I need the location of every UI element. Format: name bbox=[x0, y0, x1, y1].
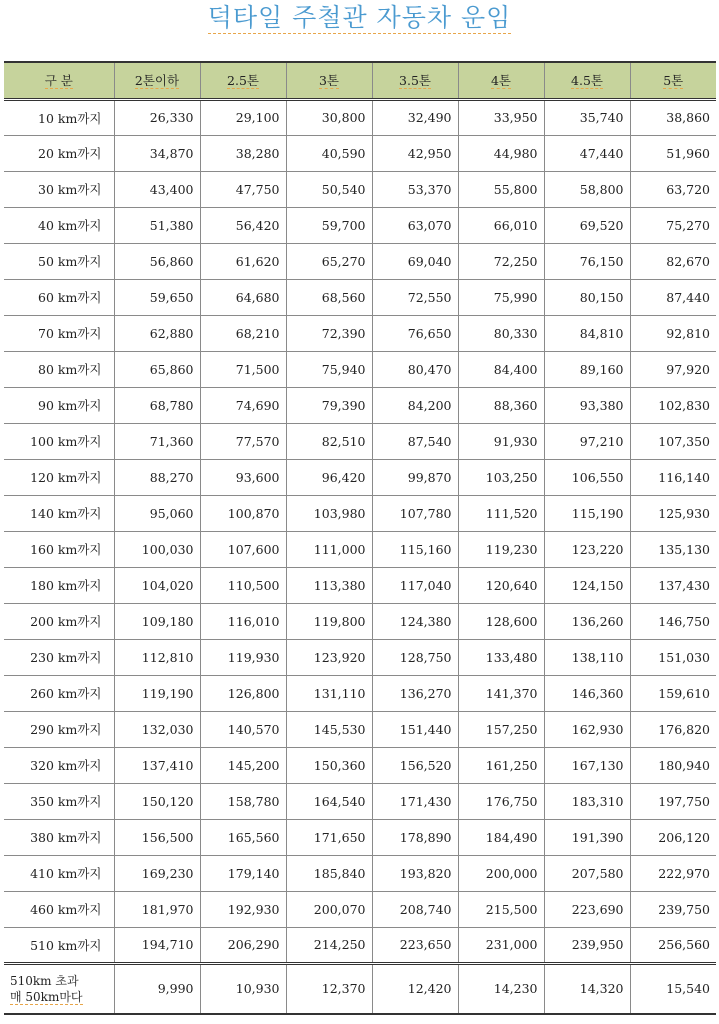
rate-cell: 89,160 bbox=[544, 351, 630, 387]
rate-cell: 137,410 bbox=[114, 747, 200, 783]
rate-cell: 84,810 bbox=[544, 315, 630, 351]
rate-cell: 222,970 bbox=[630, 855, 716, 891]
rate-cell: 223,690 bbox=[544, 891, 630, 927]
rate-cell: 107,350 bbox=[630, 423, 716, 459]
rate-cell: 88,270 bbox=[114, 459, 200, 495]
rate-cell: 135,130 bbox=[630, 531, 716, 567]
rate-cell: 15,540 bbox=[630, 963, 716, 1014]
rate-cell: 171,650 bbox=[286, 819, 372, 855]
rate-cell: 133,480 bbox=[458, 639, 544, 675]
extra-distance-row bbox=[4, 963, 716, 1014]
rate-cell: 113,380 bbox=[286, 567, 372, 603]
rate-cell: 51,380 bbox=[114, 207, 200, 243]
header-label: 구 분 bbox=[44, 73, 73, 89]
header-tonnage bbox=[372, 62, 458, 99]
rate-cell: 193,820 bbox=[372, 855, 458, 891]
header-label: 5톤 bbox=[663, 73, 684, 89]
rate-cell: 138,110 bbox=[544, 639, 630, 675]
rate-cell: 124,150 bbox=[544, 567, 630, 603]
rate-cell: 32,490 bbox=[372, 99, 458, 135]
header-label: 4.5톤 bbox=[571, 73, 603, 89]
rate-cell: 200,070 bbox=[286, 891, 372, 927]
rate-cell: 191,390 bbox=[544, 819, 630, 855]
rate-cell: 84,200 bbox=[372, 387, 458, 423]
header-tonnage bbox=[286, 62, 372, 99]
table-row bbox=[4, 531, 716, 567]
rate-cell: 181,970 bbox=[114, 891, 200, 927]
rate-cell: 184,490 bbox=[458, 819, 544, 855]
distance-label: 200 km까지 bbox=[4, 603, 114, 639]
rate-cell: 55,800 bbox=[458, 171, 544, 207]
table-row bbox=[4, 819, 716, 855]
rate-cell: 63,070 bbox=[372, 207, 458, 243]
rate-cell: 197,750 bbox=[630, 783, 716, 819]
table-row bbox=[4, 315, 716, 351]
rate-cell: 47,440 bbox=[544, 135, 630, 171]
header-label: 3.5톤 bbox=[399, 73, 431, 89]
rate-cell: 59,700 bbox=[286, 207, 372, 243]
rate-cell: 97,210 bbox=[544, 423, 630, 459]
distance-label: 510 km까지 bbox=[4, 927, 114, 963]
rate-cell: 119,230 bbox=[458, 531, 544, 567]
rate-cell: 65,270 bbox=[286, 243, 372, 279]
rate-cell: 56,420 bbox=[200, 207, 286, 243]
table-row bbox=[4, 351, 716, 387]
rate-cell: 156,520 bbox=[372, 747, 458, 783]
table-row bbox=[4, 135, 716, 171]
rate-cell: 120,640 bbox=[458, 567, 544, 603]
rate-cell: 169,230 bbox=[114, 855, 200, 891]
header-tonnage bbox=[200, 62, 286, 99]
rate-cell: 100,870 bbox=[200, 495, 286, 531]
distance-label: 260 km까지 bbox=[4, 675, 114, 711]
rate-cell: 87,440 bbox=[630, 279, 716, 315]
distance-label: 180 km까지 bbox=[4, 567, 114, 603]
rate-cell: 102,830 bbox=[630, 387, 716, 423]
rate-cell: 171,430 bbox=[372, 783, 458, 819]
rate-cell: 162,930 bbox=[544, 711, 630, 747]
rate-cell: 33,950 bbox=[458, 99, 544, 135]
header-tonnage bbox=[458, 62, 544, 99]
rate-cell: 215,500 bbox=[458, 891, 544, 927]
table-row bbox=[4, 747, 716, 783]
rate-cell: 29,100 bbox=[200, 99, 286, 135]
table-row bbox=[4, 711, 716, 747]
table-row bbox=[4, 783, 716, 819]
rate-cell: 132,030 bbox=[114, 711, 200, 747]
page-title bbox=[0, 0, 719, 42]
rate-cell: 126,800 bbox=[200, 675, 286, 711]
rate-cell: 161,250 bbox=[458, 747, 544, 783]
distance-label: 160 km까지 bbox=[4, 531, 114, 567]
rate-cell: 68,780 bbox=[114, 387, 200, 423]
table-row bbox=[4, 279, 716, 315]
rate-cell: 185,840 bbox=[286, 855, 372, 891]
rate-cell: 206,290 bbox=[200, 927, 286, 963]
distance-label: 350 km까지 bbox=[4, 783, 114, 819]
rate-cell: 164,540 bbox=[286, 783, 372, 819]
rate-cell: 93,600 bbox=[200, 459, 286, 495]
rate-cell: 88,360 bbox=[458, 387, 544, 423]
rate-cell: 179,140 bbox=[200, 855, 286, 891]
distance-label: 230 km까지 bbox=[4, 639, 114, 675]
rate-cell: 93,380 bbox=[544, 387, 630, 423]
rate-cell: 80,330 bbox=[458, 315, 544, 351]
rate-cell: 116,010 bbox=[200, 603, 286, 639]
rate-cell: 157,250 bbox=[458, 711, 544, 747]
rate-cell: 12,420 bbox=[372, 963, 458, 1014]
header-tonnage bbox=[544, 62, 630, 99]
rate-cell: 47,750 bbox=[200, 171, 286, 207]
rate-cell: 231,000 bbox=[458, 927, 544, 963]
rate-cell: 136,260 bbox=[544, 603, 630, 639]
header-label: 2톤이하 bbox=[134, 73, 180, 89]
rate-cell: 74,690 bbox=[200, 387, 286, 423]
rate-cell: 106,550 bbox=[544, 459, 630, 495]
rate-cell: 72,550 bbox=[372, 279, 458, 315]
rate-cell: 14,320 bbox=[544, 963, 630, 1014]
rate-cell: 14,230 bbox=[458, 963, 544, 1014]
rate-cell: 119,930 bbox=[200, 639, 286, 675]
rate-cell: 66,010 bbox=[458, 207, 544, 243]
rate-cell: 111,000 bbox=[286, 531, 372, 567]
rate-cell: 38,860 bbox=[630, 99, 716, 135]
rate-cell: 80,150 bbox=[544, 279, 630, 315]
distance-label: 320 km까지 bbox=[4, 747, 114, 783]
rate-cell: 99,870 bbox=[372, 459, 458, 495]
table-row bbox=[4, 855, 716, 891]
rate-cell: 107,600 bbox=[200, 531, 286, 567]
rate-cell: 51,960 bbox=[630, 135, 716, 171]
rate-cell: 117,040 bbox=[372, 567, 458, 603]
distance-label: 30 km까지 bbox=[4, 171, 114, 207]
rate-cell: 79,390 bbox=[286, 387, 372, 423]
rate-cell: 128,600 bbox=[458, 603, 544, 639]
distance-label: 100 km까지 bbox=[4, 423, 114, 459]
distance-label: 60 km까지 bbox=[4, 279, 114, 315]
table-row bbox=[4, 603, 716, 639]
rate-cell: 100,030 bbox=[114, 531, 200, 567]
rate-cell: 131,110 bbox=[286, 675, 372, 711]
rate-cell: 194,710 bbox=[114, 927, 200, 963]
rate-cell: 30,800 bbox=[286, 99, 372, 135]
rate-cell: 77,570 bbox=[200, 423, 286, 459]
rate-cell: 82,510 bbox=[286, 423, 372, 459]
rate-cell: 71,500 bbox=[200, 351, 286, 387]
distance-label: 50 km까지 bbox=[4, 243, 114, 279]
extra-distance-label bbox=[4, 963, 114, 1014]
header-label: 3톤 bbox=[318, 73, 340, 89]
rate-cell: 167,130 bbox=[544, 747, 630, 783]
rate-cell: 136,270 bbox=[372, 675, 458, 711]
rate-cell: 69,520 bbox=[544, 207, 630, 243]
rate-cell: 150,360 bbox=[286, 747, 372, 783]
rate-cell: 178,890 bbox=[372, 819, 458, 855]
distance-label: 380 km까지 bbox=[4, 819, 114, 855]
rate-cell: 176,820 bbox=[630, 711, 716, 747]
table-row bbox=[4, 639, 716, 675]
rate-cell: 59,650 bbox=[114, 279, 200, 315]
rate-cell: 61,620 bbox=[200, 243, 286, 279]
rate-cell: 10,930 bbox=[200, 963, 286, 1014]
rate-cell: 145,530 bbox=[286, 711, 372, 747]
distance-label: 80 km까지 bbox=[4, 351, 114, 387]
rate-cell: 123,220 bbox=[544, 531, 630, 567]
rate-cell: 34,870 bbox=[114, 135, 200, 171]
rate-cell: 44,980 bbox=[458, 135, 544, 171]
rate-cell: 124,380 bbox=[372, 603, 458, 639]
rate-cell: 151,030 bbox=[630, 639, 716, 675]
rate-cell: 119,800 bbox=[286, 603, 372, 639]
rate-cell: 158,780 bbox=[200, 783, 286, 819]
rate-cell: 146,750 bbox=[630, 603, 716, 639]
rate-cell: 43,400 bbox=[114, 171, 200, 207]
rate-cell: 116,140 bbox=[630, 459, 716, 495]
rate-cell: 156,500 bbox=[114, 819, 200, 855]
rate-cell: 50,540 bbox=[286, 171, 372, 207]
rate-cell: 103,980 bbox=[286, 495, 372, 531]
page-title-text: 덕타일 주철관 자동차 운임 bbox=[207, 3, 512, 32]
rate-cell: 104,020 bbox=[114, 567, 200, 603]
distance-label: 140 km까지 bbox=[4, 495, 114, 531]
distance-label: 20 km까지 bbox=[4, 135, 114, 171]
rate-cell: 200,000 bbox=[458, 855, 544, 891]
rate-cell: 53,370 bbox=[372, 171, 458, 207]
distance-label: 460 km까지 bbox=[4, 891, 114, 927]
rate-cell: 192,930 bbox=[200, 891, 286, 927]
rate-cell: 128,750 bbox=[372, 639, 458, 675]
table-row bbox=[4, 567, 716, 603]
header-label: 4톤 bbox=[490, 73, 512, 89]
extra-distance-label-line2-text: 매 50km마다 bbox=[10, 989, 83, 1004]
rate-cell: 92,810 bbox=[630, 315, 716, 351]
distance-label: 290 km까지 bbox=[4, 711, 114, 747]
header-category bbox=[4, 62, 114, 99]
rate-cell: 150,120 bbox=[114, 783, 200, 819]
rate-cell: 206,120 bbox=[630, 819, 716, 855]
header-tonnage bbox=[630, 62, 716, 99]
rate-cell: 38,280 bbox=[200, 135, 286, 171]
distance-label: 90 km까지 bbox=[4, 387, 114, 423]
rate-cell: 42,950 bbox=[372, 135, 458, 171]
rate-cell: 58,800 bbox=[544, 171, 630, 207]
rate-cell: 208,740 bbox=[372, 891, 458, 927]
rate-cell: 9,990 bbox=[114, 963, 200, 1014]
rate-cell: 165,560 bbox=[200, 819, 286, 855]
rate-cell: 137,430 bbox=[630, 567, 716, 603]
rate-cell: 62,880 bbox=[114, 315, 200, 351]
rate-cell: 71,360 bbox=[114, 423, 200, 459]
header-row bbox=[4, 62, 716, 99]
rate-cell: 96,420 bbox=[286, 459, 372, 495]
distance-label: 40 km까지 bbox=[4, 207, 114, 243]
rate-cell: 141,370 bbox=[458, 675, 544, 711]
table-row bbox=[4, 99, 716, 135]
rate-cell: 223,650 bbox=[372, 927, 458, 963]
rate-cell: 87,540 bbox=[372, 423, 458, 459]
rate-cell: 239,950 bbox=[544, 927, 630, 963]
rate-cell: 12,370 bbox=[286, 963, 372, 1014]
rate-cell: 239,750 bbox=[630, 891, 716, 927]
rate-cell: 109,180 bbox=[114, 603, 200, 639]
rate-cell: 63,720 bbox=[630, 171, 716, 207]
rate-cell: 75,990 bbox=[458, 279, 544, 315]
rate-cell: 125,930 bbox=[630, 495, 716, 531]
rate-cell: 115,160 bbox=[372, 531, 458, 567]
table-row bbox=[4, 675, 716, 711]
rate-cell: 159,610 bbox=[630, 675, 716, 711]
rate-cell: 110,500 bbox=[200, 567, 286, 603]
rate-cell: 176,750 bbox=[458, 783, 544, 819]
rate-cell: 84,400 bbox=[458, 351, 544, 387]
header-label: 2.5톤 bbox=[227, 73, 259, 89]
table-row bbox=[4, 495, 716, 531]
rate-cell: 75,940 bbox=[286, 351, 372, 387]
rate-cell: 68,210 bbox=[200, 315, 286, 351]
distance-label: 120 km까지 bbox=[4, 459, 114, 495]
distance-label: 10 km까지 bbox=[4, 99, 114, 135]
rate-cell: 145,200 bbox=[200, 747, 286, 783]
rate-cell: 214,250 bbox=[286, 927, 372, 963]
table-row bbox=[4, 207, 716, 243]
rate-cell: 72,250 bbox=[458, 243, 544, 279]
table-row bbox=[4, 423, 716, 459]
distance-label: 70 km까지 bbox=[4, 315, 114, 351]
table-row bbox=[4, 891, 716, 927]
rate-cell: 82,670 bbox=[630, 243, 716, 279]
rate-cell: 140,570 bbox=[200, 711, 286, 747]
rate-cell: 103,250 bbox=[458, 459, 544, 495]
rate-cell: 107,780 bbox=[372, 495, 458, 531]
table-row bbox=[4, 459, 716, 495]
table-row bbox=[4, 927, 716, 963]
rate-cell: 80,470 bbox=[372, 351, 458, 387]
rate-cell: 151,440 bbox=[372, 711, 458, 747]
distance-label: 410 km까지 bbox=[4, 855, 114, 891]
rate-cell: 76,150 bbox=[544, 243, 630, 279]
rate-cell: 26,330 bbox=[114, 99, 200, 135]
rate-cell: 207,580 bbox=[544, 855, 630, 891]
rate-cell: 119,190 bbox=[114, 675, 200, 711]
rate-cell: 97,920 bbox=[630, 351, 716, 387]
rate-cell: 183,310 bbox=[544, 783, 630, 819]
extra-distance-label-line2 bbox=[10, 989, 102, 1005]
rate-cell: 76,650 bbox=[372, 315, 458, 351]
rate-cell: 56,860 bbox=[114, 243, 200, 279]
rate-cell: 115,190 bbox=[544, 495, 630, 531]
rate-cell: 69,040 bbox=[372, 243, 458, 279]
rate-cell: 112,810 bbox=[114, 639, 200, 675]
rate-cell: 35,740 bbox=[544, 99, 630, 135]
rate-cell: 65,860 bbox=[114, 351, 200, 387]
table-row bbox=[4, 171, 716, 207]
rate-cell: 111,520 bbox=[458, 495, 544, 531]
rate-cell: 91,930 bbox=[458, 423, 544, 459]
rate-cell: 256,560 bbox=[630, 927, 716, 963]
rate-cell: 68,560 bbox=[286, 279, 372, 315]
rate-cell: 95,060 bbox=[114, 495, 200, 531]
table-row bbox=[4, 387, 716, 423]
rate-cell: 75,270 bbox=[630, 207, 716, 243]
header-tonnage bbox=[114, 62, 200, 99]
freight-rate-table bbox=[4, 61, 716, 1015]
table-row bbox=[4, 243, 716, 279]
rate-cell: 64,680 bbox=[200, 279, 286, 315]
rate-cell: 123,920 bbox=[286, 639, 372, 675]
rate-cell: 40,590 bbox=[286, 135, 372, 171]
rate-cell: 180,940 bbox=[630, 747, 716, 783]
extra-distance-label-line1: 510km 초과 bbox=[10, 973, 79, 988]
rate-cell: 72,390 bbox=[286, 315, 372, 351]
rate-cell: 146,360 bbox=[544, 675, 630, 711]
